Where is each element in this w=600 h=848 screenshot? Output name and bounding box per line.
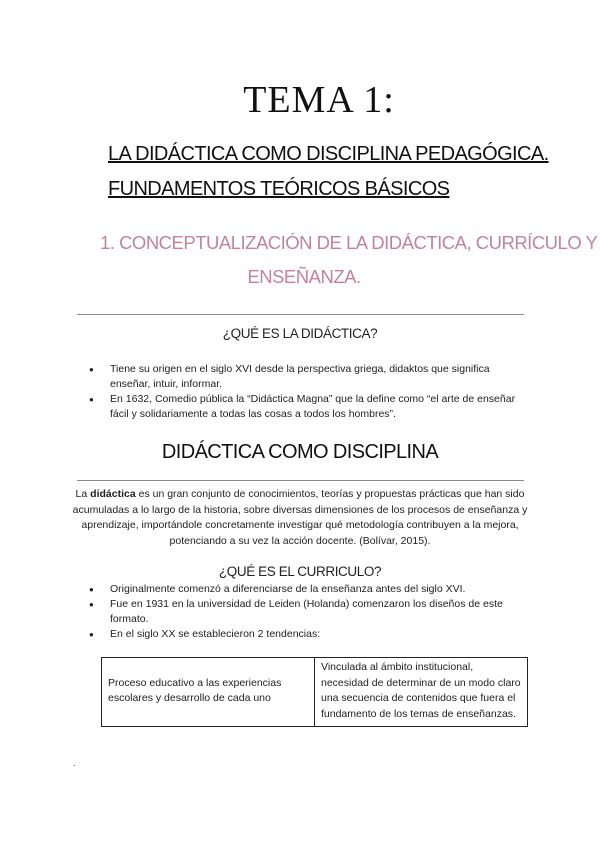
table-cell-tendencia-1: Proceso educativo a las experiencias escolares y desarrollo de cada uno [102, 658, 315, 727]
list-item: ● Tiene su origen en el siglo XVI desde la perspectiva griega, didaktos que significa enseñar, intuir, informar. [80, 362, 520, 392]
didactica-bullet-list [80, 362, 520, 422]
para-prefix: La [75, 488, 91, 500]
heading-que-es-curriculo: ¿QUÉ ES EL CURRICULO? [218, 564, 382, 579]
divider [77, 314, 524, 315]
list-item: ● En 1632, Comedio pública la “Didáctica Magna” que la define como “el arte de enseñar fácil y solidariamente a todas las cosas a todos los hombres”. [80, 392, 520, 422]
list-item: ● Originalmente comenzó a diferenciarse de la enseñanza antes del siglo XVI. [80, 582, 520, 597]
table-row [102, 658, 528, 727]
section-heading-line-2: ENSEÑANZA. [247, 266, 361, 287]
heading-didactica-disciplina: DIDÁCTICA COMO DISCIPLINA [161, 441, 439, 463]
curriculo-bullet-list [80, 582, 520, 642]
list-item: ● Fue en 1931 en la universidad de Leiden (Holanda) comenzaron los diseños de este formato. [80, 597, 520, 627]
subtitle-line-1: LA DIDÁCTICA COMO DISCIPLINA PEDAGÓGICA. [108, 143, 549, 165]
definition-paragraph [70, 487, 530, 549]
divider [77, 480, 524, 481]
heading-que-es-didactica: ¿QUÉ ES LA DIDÁCTICA? [222, 326, 378, 341]
para-body: es un gran conjunto de conocimientos, teorías y propuestas prácticas que han sido acumuladas a lo largo de la historia, sobre diversas dimensiones de los procesos de enseñanza y aprendizaje, importándole concretamente investigar qué metodología contribuyen a la mejora, potenciando a su vez la acción docente. (Bolívar, 2015). [72, 488, 528, 547]
footer-mark: . [73, 758, 76, 769]
para-bold-term: didáctica [90, 488, 136, 500]
list-item: ● En el siglo XX se establecieron 2 tendencias: [80, 627, 520, 642]
table-cell-tendencia-2: Vinculada al ámbito institucional, necesidad de determinar de un modo claro una secuencia de contenidos que fuera el fundamento de los temas de enseñanzas. [315, 658, 528, 727]
page-title: TEMA 1: [243, 79, 395, 121]
subtitle-line-2: FUNDAMENTOS TEÓRICOS BÁSICOS [108, 178, 450, 200]
tendencias-table [101, 657, 528, 727]
section-heading-line-1: 1. CONCEPTUALIZACIÓN DE LA DIDÁCTICA, CURRÍCULO Y [100, 232, 598, 253]
